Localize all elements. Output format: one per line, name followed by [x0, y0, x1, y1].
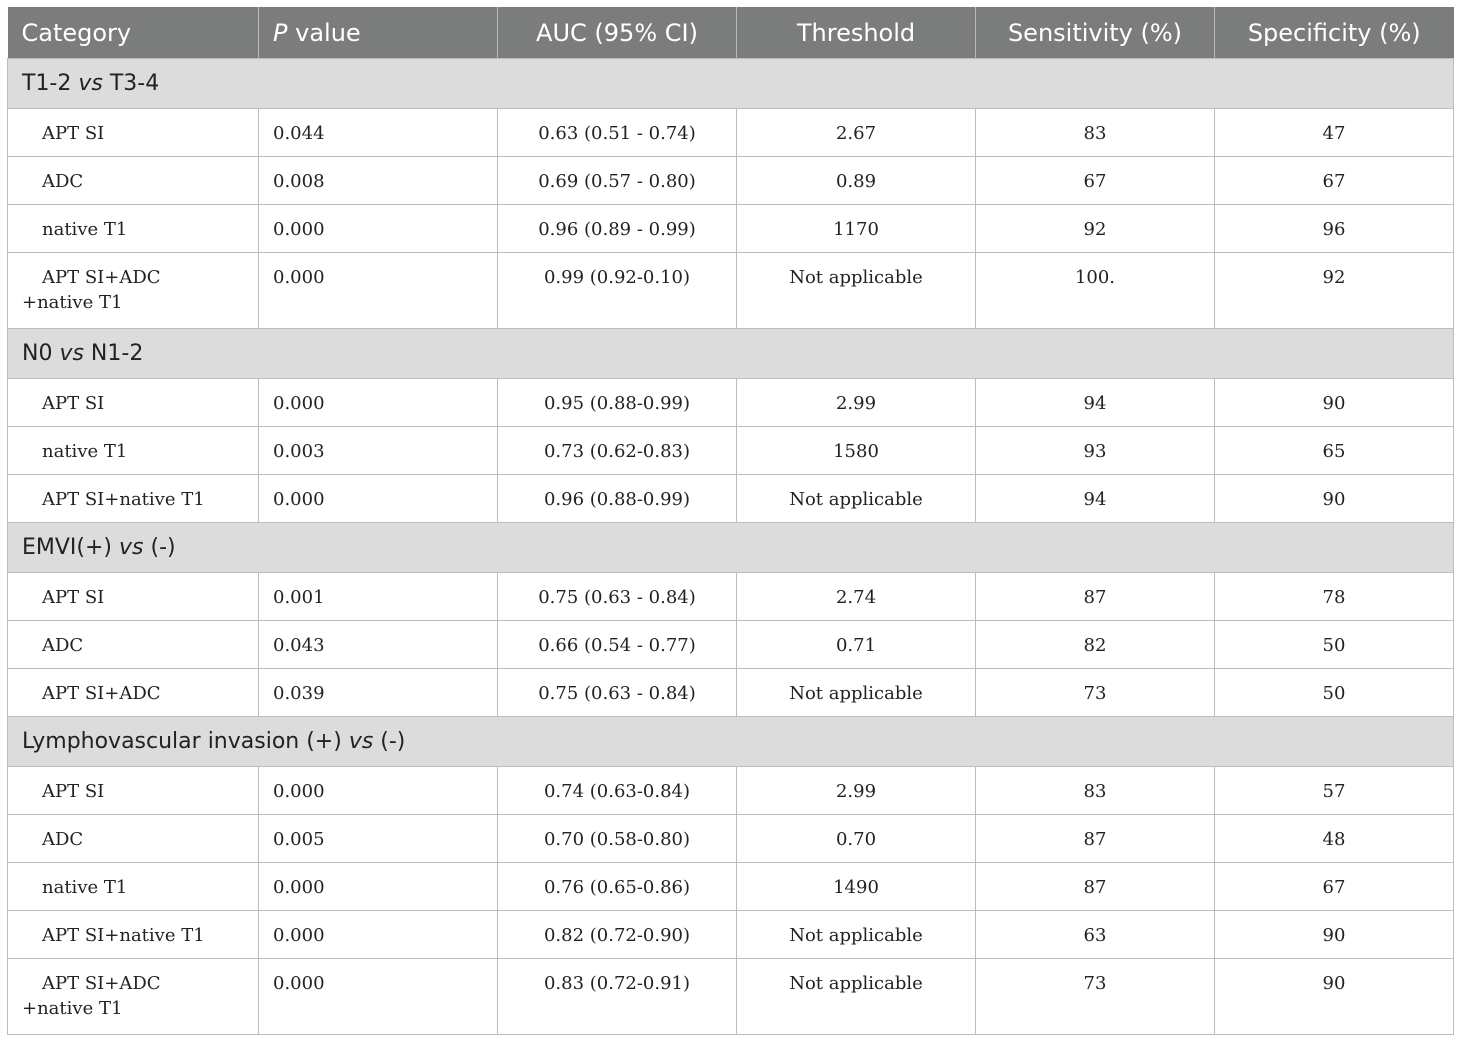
- results-table: [7, 7, 1454, 1035]
- sensitivity-cell: 87: [976, 815, 1215, 863]
- threshold-cell: 1170: [737, 205, 976, 253]
- specificity-cell: 90: [1215, 379, 1454, 427]
- sensitivity-cell: 82: [976, 621, 1215, 669]
- auc-cell: 0.76 (0.65-0.86): [498, 863, 737, 911]
- header-specificity: Specificity (%): [1215, 7, 1454, 59]
- row-label-continuation: +native T1: [22, 292, 123, 313]
- sensitivity-cell: 67: [976, 157, 1215, 205]
- header-auc: AUC (95% CI): [498, 7, 737, 59]
- specificity-cell: 90: [1215, 911, 1454, 959]
- sensitivity-cell: 100.: [976, 253, 1215, 329]
- group-title-part: vs: [59, 341, 84, 366]
- threshold-cell: Not applicable: [737, 253, 976, 329]
- table-row: [8, 109, 1454, 157]
- row-label-cell: [8, 109, 259, 157]
- group-title-part: N0: [22, 341, 60, 366]
- auc-cell: 0.74 (0.63-0.84): [498, 767, 737, 815]
- group-title-part: vs: [78, 71, 103, 96]
- p-value-cell: 0.044: [259, 109, 498, 157]
- row-label-cell: [8, 475, 259, 523]
- table-row: [8, 669, 1454, 717]
- row-label-cell: [8, 573, 259, 621]
- group-title-part: N1-2: [83, 341, 144, 366]
- p-value-cell: 0.043: [259, 621, 498, 669]
- specificity-cell: 92: [1215, 253, 1454, 329]
- threshold-cell: 2.99: [737, 767, 976, 815]
- specificity-cell: 67: [1215, 863, 1454, 911]
- table-row: [8, 253, 1454, 329]
- sensitivity-cell: 87: [976, 573, 1215, 621]
- group-header-row: [8, 59, 1454, 109]
- table-row: [8, 815, 1454, 863]
- row-label: APT SI+ADC: [42, 267, 161, 288]
- threshold-cell: 0.70: [737, 815, 976, 863]
- table-row: [8, 621, 1454, 669]
- row-label-cell: [8, 379, 259, 427]
- group-title-part: Lymphovascular invasion (+): [22, 729, 349, 754]
- auc-cell: 0.96 (0.88-0.99): [498, 475, 737, 523]
- table-row: [8, 379, 1454, 427]
- table-row: [8, 959, 1454, 1035]
- table-row: [8, 157, 1454, 205]
- row-label: APT SI+native T1: [42, 489, 205, 510]
- sensitivity-cell: 63: [976, 911, 1215, 959]
- p-value-cell: 0.000: [259, 959, 498, 1035]
- table-header: [8, 7, 1454, 59]
- group-title: [8, 717, 1454, 767]
- threshold-cell: Not applicable: [737, 959, 976, 1035]
- table-row: [8, 863, 1454, 911]
- row-label-cell: [8, 863, 259, 911]
- p-value-cell: 0.000: [259, 253, 498, 329]
- row-label: APT SI+native T1: [42, 925, 205, 946]
- row-label-cell: [8, 253, 259, 329]
- group-title: [8, 59, 1454, 109]
- threshold-cell: 0.71: [737, 621, 976, 669]
- specificity-cell: 47: [1215, 109, 1454, 157]
- row-label: native T1: [42, 441, 128, 462]
- sensitivity-cell: 94: [976, 379, 1215, 427]
- auc-cell: 0.69 (0.57 - 0.80): [498, 157, 737, 205]
- header-threshold: Threshold: [737, 7, 976, 59]
- header-p-italic: P: [273, 18, 288, 47]
- specificity-cell: 50: [1215, 669, 1454, 717]
- auc-cell: 0.63 (0.51 - 0.74): [498, 109, 737, 157]
- table-body: [8, 59, 1454, 1035]
- p-value-cell: 0.000: [259, 911, 498, 959]
- specificity-cell: 96: [1215, 205, 1454, 253]
- auc-cell: 0.99 (0.92-0.10): [498, 253, 737, 329]
- threshold-cell: 2.74: [737, 573, 976, 621]
- auc-cell: 0.75 (0.63 - 0.84): [498, 573, 737, 621]
- threshold-cell: Not applicable: [737, 475, 976, 523]
- threshold-cell: 1490: [737, 863, 976, 911]
- row-label-cell: [8, 157, 259, 205]
- row-label: APT SI: [42, 781, 105, 802]
- auc-cell: 0.82 (0.72-0.90): [498, 911, 737, 959]
- sensitivity-cell: 93: [976, 427, 1215, 475]
- auc-cell: 0.95 (0.88-0.99): [498, 379, 737, 427]
- row-label: ADC: [42, 171, 84, 192]
- threshold-cell: 2.67: [737, 109, 976, 157]
- p-value-cell: 0.000: [259, 475, 498, 523]
- group-title-part: T3-4: [102, 71, 160, 96]
- p-value-cell: 0.039: [259, 669, 498, 717]
- auc-cell: 0.73 (0.62-0.83): [498, 427, 737, 475]
- row-label-cell: [8, 669, 259, 717]
- header-p-value: [259, 7, 498, 59]
- specificity-cell: 90: [1215, 959, 1454, 1035]
- auc-cell: 0.70 (0.58-0.80): [498, 815, 737, 863]
- group-header-row: [8, 717, 1454, 767]
- row-label: native T1: [42, 877, 128, 898]
- specificity-cell: 90: [1215, 475, 1454, 523]
- row-label-cell: [8, 427, 259, 475]
- row-label: ADC: [42, 635, 84, 656]
- group-title-part: vs: [119, 535, 144, 560]
- threshold-cell: 0.89: [737, 157, 976, 205]
- group-title-part: (-): [143, 535, 176, 560]
- p-value-cell: 0.005: [259, 815, 498, 863]
- specificity-cell: 65: [1215, 427, 1454, 475]
- p-value-cell: 0.003: [259, 427, 498, 475]
- p-value-cell: 0.000: [259, 767, 498, 815]
- group-title-part: (-): [373, 729, 406, 754]
- row-label-continuation: +native T1: [22, 998, 123, 1019]
- p-value-cell: 0.008: [259, 157, 498, 205]
- specificity-cell: 50: [1215, 621, 1454, 669]
- specificity-cell: 48: [1215, 815, 1454, 863]
- row-label-cell: [8, 959, 259, 1035]
- sensitivity-cell: 83: [976, 109, 1215, 157]
- group-title: [8, 329, 1454, 379]
- sensitivity-cell: 83: [976, 767, 1215, 815]
- p-value-cell: 0.000: [259, 863, 498, 911]
- row-label: APT SI: [42, 393, 105, 414]
- auc-cell: 0.83 (0.72-0.91): [498, 959, 737, 1035]
- group-title-part: vs: [348, 729, 374, 754]
- group-title: [8, 523, 1454, 573]
- header-p-rest: value: [287, 18, 361, 47]
- row-label-cell: [8, 767, 259, 815]
- p-value-cell: 0.000: [259, 205, 498, 253]
- row-label: native T1: [42, 219, 128, 240]
- group-header-row: [8, 523, 1454, 573]
- sensitivity-cell: 92: [976, 205, 1215, 253]
- auc-cell: 0.66 (0.54 - 0.77): [498, 621, 737, 669]
- specificity-cell: 57: [1215, 767, 1454, 815]
- table-row: [8, 911, 1454, 959]
- sensitivity-cell: 87: [976, 863, 1215, 911]
- sensitivity-cell: 94: [976, 475, 1215, 523]
- specificity-cell: 78: [1215, 573, 1454, 621]
- sensitivity-cell: 73: [976, 959, 1215, 1035]
- row-label-cell: [8, 621, 259, 669]
- table-row: [8, 475, 1454, 523]
- row-label-cell: [8, 911, 259, 959]
- table-row: [8, 767, 1454, 815]
- group-title-part: EMVI(+): [22, 535, 120, 560]
- row-label: ADC: [42, 829, 84, 850]
- table-row: [8, 427, 1454, 475]
- row-label-cell: [8, 815, 259, 863]
- table-row: [8, 573, 1454, 621]
- specificity-cell: 67: [1215, 157, 1454, 205]
- threshold-cell: Not applicable: [737, 669, 976, 717]
- threshold-cell: 2.99: [737, 379, 976, 427]
- group-header-row: [8, 329, 1454, 379]
- p-value-cell: 0.001: [259, 573, 498, 621]
- row-label: APT SI+ADC: [42, 683, 161, 704]
- p-value-cell: 0.000: [259, 379, 498, 427]
- group-title-part: T1-2: [22, 71, 79, 96]
- row-label: APT SI+ADC: [42, 973, 161, 994]
- header-category: Category: [8, 7, 259, 59]
- threshold-cell: Not applicable: [737, 911, 976, 959]
- auc-cell: 0.96 (0.89 - 0.99): [498, 205, 737, 253]
- threshold-cell: 1580: [737, 427, 976, 475]
- sensitivity-cell: 73: [976, 669, 1215, 717]
- header-sensitivity: Sensitivity (%): [976, 7, 1215, 59]
- row-label: APT SI: [42, 587, 105, 608]
- row-label-cell: [8, 205, 259, 253]
- row-label: APT SI: [42, 123, 105, 144]
- auc-cell: 0.75 (0.63 - 0.84): [498, 669, 737, 717]
- table-row: [8, 205, 1454, 253]
